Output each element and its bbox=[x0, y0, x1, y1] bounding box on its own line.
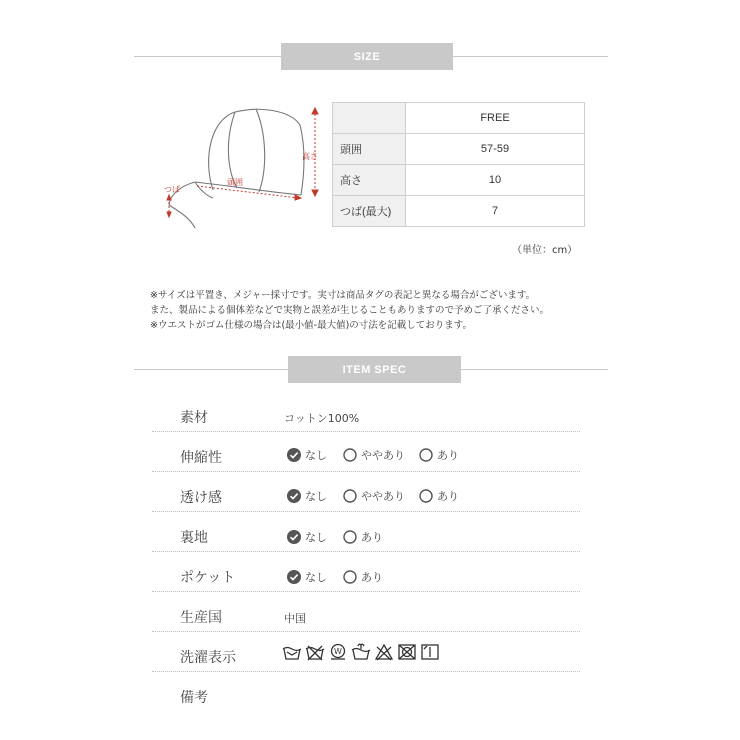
no-bleach-icon bbox=[351, 643, 371, 661]
size-notes bbox=[150, 288, 549, 333]
option-yes bbox=[419, 447, 459, 463]
row-divider bbox=[152, 671, 580, 672]
row-divider bbox=[152, 631, 580, 632]
size-table bbox=[332, 102, 585, 227]
svg-text:W: W bbox=[334, 647, 342, 656]
option-none-checked bbox=[287, 529, 327, 545]
option-label: あり bbox=[437, 449, 459, 462]
row-divider bbox=[152, 551, 580, 552]
spec-row-lining bbox=[152, 518, 580, 552]
checked-circle-icon bbox=[287, 448, 301, 462]
option-yes bbox=[343, 529, 383, 545]
line-dry-icon bbox=[420, 643, 440, 661]
option-label: なし bbox=[305, 531, 327, 544]
option-label: あり bbox=[361, 531, 383, 544]
spec-row-remarks bbox=[152, 678, 580, 712]
row-value: 7 bbox=[406, 196, 585, 227]
column-header-free: FREE bbox=[406, 103, 585, 134]
spec-label: 備考 bbox=[180, 690, 208, 706]
row-label: 高さ bbox=[333, 165, 406, 196]
spec-row-pocket bbox=[152, 558, 580, 592]
note-line: また、製品による個体差などで実物と誤差が生じることもありますので予めご了承ください。 bbox=[150, 305, 550, 316]
empty-circle-icon bbox=[419, 489, 433, 503]
table-header-row bbox=[333, 103, 585, 134]
table-row bbox=[333, 196, 585, 227]
checked-circle-icon bbox=[287, 530, 301, 544]
spec-row-material bbox=[152, 398, 580, 432]
unit-note: （単位：cm） bbox=[512, 245, 578, 256]
empty-circle-icon bbox=[343, 448, 357, 462]
row-label: 頭囲 bbox=[333, 134, 406, 165]
option-somewhat bbox=[343, 447, 405, 463]
spec-label: 洗濯表示 bbox=[180, 650, 236, 666]
checked-circle-icon bbox=[287, 570, 301, 584]
empty-circle-icon bbox=[343, 489, 357, 503]
diagram-label-brim: つば bbox=[164, 185, 180, 194]
option-label: なし bbox=[305, 449, 327, 462]
wet-clean-icon bbox=[328, 643, 348, 661]
row-divider bbox=[152, 591, 580, 592]
row-divider bbox=[152, 431, 580, 432]
note-line: ※ウエストがゴム仕様の場合は(最小値-最大値)の寸法を記載しております。 bbox=[150, 320, 473, 331]
empty-circle-icon bbox=[343, 530, 357, 544]
option-label: あり bbox=[361, 571, 383, 584]
option-label: あり bbox=[437, 490, 459, 503]
spec-label: ポケット bbox=[180, 570, 236, 586]
option-none-checked bbox=[287, 447, 327, 463]
diagram-label-head: 頭囲 bbox=[227, 178, 243, 187]
spec-value: コットン100% bbox=[284, 412, 360, 425]
row-divider bbox=[152, 471, 580, 472]
option-none-checked bbox=[287, 569, 327, 585]
spec-label: 裏地 bbox=[180, 530, 208, 546]
row-value: 10 bbox=[406, 165, 585, 196]
table-corner-cell bbox=[333, 103, 406, 134]
spec-row-origin bbox=[152, 598, 580, 632]
no-dry-clean-icon bbox=[397, 643, 417, 661]
option-label: なし bbox=[305, 571, 327, 584]
option-label: ややあり bbox=[361, 449, 405, 462]
spec-value: 中国 bbox=[284, 612, 306, 625]
option-yes bbox=[343, 569, 383, 585]
spec-label: 生産国 bbox=[180, 610, 222, 626]
size-divider-right bbox=[452, 56, 608, 57]
table-row bbox=[333, 165, 585, 196]
empty-circle-icon bbox=[419, 448, 433, 462]
size-divider-left bbox=[134, 56, 284, 57]
option-yes bbox=[419, 488, 459, 504]
row-label: つば(最大) bbox=[333, 196, 406, 227]
no-tumble-dry-icon bbox=[305, 643, 325, 661]
option-somewhat bbox=[343, 488, 405, 504]
spec-divider-right bbox=[460, 369, 608, 370]
option-none-checked bbox=[287, 488, 327, 504]
spec-label: 伸縮性 bbox=[180, 450, 222, 466]
row-value: 57-59 bbox=[406, 134, 585, 165]
size-heading: SIZE bbox=[281, 43, 453, 70]
spec-row-stretch bbox=[152, 438, 580, 472]
diagram-label-height: 高さ bbox=[302, 152, 318, 161]
item-spec-heading: ITEM SPEC bbox=[288, 356, 461, 383]
row-divider bbox=[152, 511, 580, 512]
hand-wash-icon bbox=[282, 643, 302, 661]
no-iron-icon bbox=[374, 643, 394, 661]
care-symbols bbox=[282, 643, 443, 661]
option-label: なし bbox=[305, 490, 327, 503]
checked-circle-icon bbox=[287, 489, 301, 503]
option-label: ややあり bbox=[361, 490, 405, 503]
spec-label: 透け感 bbox=[180, 490, 222, 506]
spec-divider-left bbox=[134, 369, 290, 370]
spec-row-sheer bbox=[152, 478, 580, 512]
spec-label: 素材 bbox=[180, 410, 208, 426]
note-line: ※サイズは平置き、メジャー採寸です。実寸は商品タグの表記と異なる場合がございます。 bbox=[150, 290, 536, 301]
cap-size-diagram bbox=[155, 100, 335, 230]
empty-circle-icon bbox=[343, 570, 357, 584]
table-row bbox=[333, 134, 585, 165]
